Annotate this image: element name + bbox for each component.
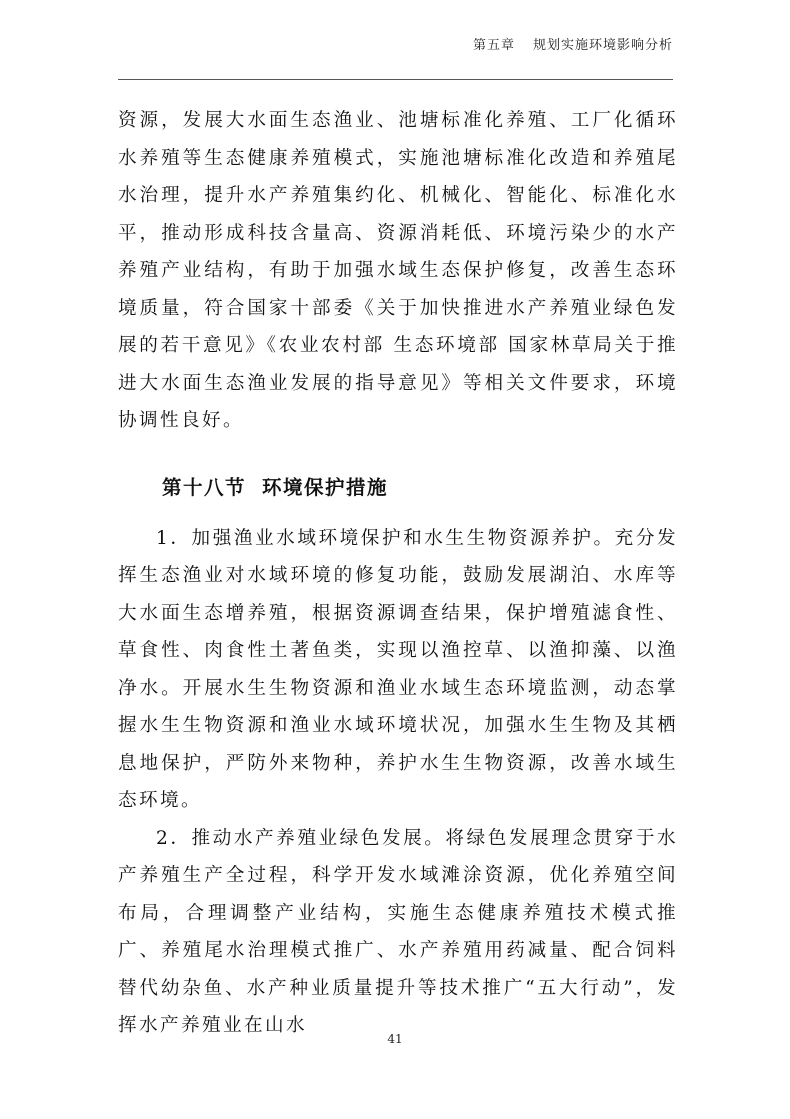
section-heading (162, 469, 678, 506)
paragraph-1: 1．加强渔业水域环境保护和水生生物资源养护。充分发挥生态渔业对水域环境的修复功能，鼓励发展湖泊、水库等大水面生态增养殖，根据资源调查结果，保护增殖滤食性、草食性、肉食性土著鱼类，实现以渔控草、以渔抑藻、以渔净水。开展水生生物资源和渔业水域生态环境监测，动态掌握水生生物资源和渔业水域环境状况，加强水生生物及其栖息地保护，严防外来物种，养护水生生物资源，改善水域生态环境。 (118, 527, 678, 811)
header-divider (118, 79, 673, 80)
section-number: 第十八节 (162, 475, 247, 499)
continuation-paragraph: 资源，发展大水面生态渔业、池塘标准化养殖、工厂化循环水养殖等生态健康养殖模式，实施池塘标准化改造和养殖尾水治理，提升水产养殖集约化、机械化、智能化、标准化水平，推动形成科技含量高、资源消耗低、环境污染少的水产养殖产业结构，有助于加强水域生态保护修复，改善生态环境质量，符合国家十部委《关于加快推进水产养殖业绿色发展的若干意见》《农业农村部 生态环境部 国家林草局关于推进大水面生态渔业发展的指导意见》等相关文件要求，环境协调性良好。 (118, 110, 678, 431)
page-body (118, 102, 678, 1045)
chapter-title: 规划实施环境影响分析 (532, 38, 673, 53)
paragraph-2: 2．推动水产养殖业绿色发展。将绿色发展理念贯穿于水产养殖生产全过程，科学开发水域滩涂资源，优化养殖空间布局，合理调整产业结构，实施生态健康养殖技术模式推广、养殖尾水治理模式推广、水产养殖用药减量、配合饲料替代幼杂鱼、水产种业质量提升等技术推广“五大行动”，发挥水产养殖业在山水 (118, 827, 678, 1036)
page-number: 41 (387, 1032, 403, 1046)
section-title: 环境保护措施 (262, 475, 389, 499)
running-header (118, 34, 673, 53)
chapter-label: 第五章 (472, 38, 515, 53)
